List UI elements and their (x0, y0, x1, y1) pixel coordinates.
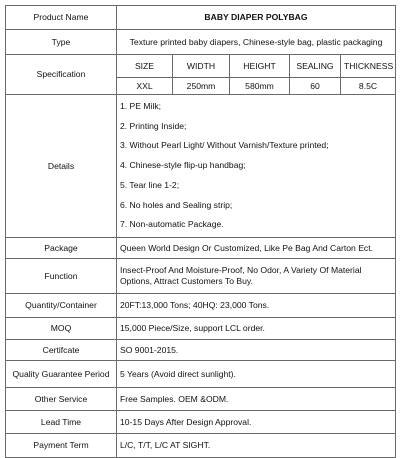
spec-header-thickness: THICKNESS (341, 55, 396, 78)
payment-label: Payment Term (6, 434, 117, 458)
function-label: Function (6, 259, 117, 294)
function-value: Insect-Proof And Moisture-Proof, No Odor, A Variety Of Material Options, Attract Customers To Buy. (117, 259, 396, 294)
certificate-label: Certifcate (6, 340, 117, 361)
other-service-label: Other Service (6, 388, 117, 411)
other-service-value: Free Samples. OEM &ODM. (117, 388, 396, 411)
details-item: 4. Chinese-style flip-up handbag; (120, 160, 246, 171)
details-list (117, 95, 396, 238)
moq-label: MOQ (6, 318, 117, 340)
row-type (6, 30, 396, 55)
type-value: Texture printed baby diapers, Chinese-style bag, plastic packaging (117, 30, 396, 55)
lead-time-label: Lead Time (6, 411, 117, 434)
spec-header-height: HEIGHT (230, 55, 290, 78)
details-item: 5. Tear line 1-2; (120, 179, 180, 190)
product-spec-sheet (5, 5, 395, 451)
row-certificate (6, 340, 396, 361)
row-moq (6, 318, 396, 340)
package-label: Package (6, 238, 117, 259)
spec-value-thickness: 8.5C (341, 78, 396, 95)
spec-header-sealing: SEALING (290, 55, 341, 78)
payment-value: L/C, T/T, L/C AT SIGHT. (117, 434, 396, 458)
details-item: 6. No holes and Sealing strip; (120, 199, 233, 210)
row-quality-guarantee (6, 361, 396, 388)
quality-label: Quality Guarantee Period (6, 361, 117, 388)
row-lead-time (6, 411, 396, 434)
certificate-value: SO 9001-2015. (117, 340, 396, 361)
spec-header-width: WIDTH (173, 55, 230, 78)
spec-value-size: XXL (117, 78, 173, 95)
product-name-value: BABY DIAPER POLYBAG (117, 6, 396, 30)
specification-label: Specification (6, 55, 117, 95)
details-item: 7. Non-automatic Package. (120, 219, 224, 230)
quality-value: 5 Years (Avoid direct sunlight). (117, 361, 396, 388)
type-label: Type (6, 30, 117, 55)
spec-table (5, 5, 396, 458)
spec-value-sealing: 60 (290, 78, 341, 95)
spec-value-height: 580mm (230, 78, 290, 95)
spec-header-size: SIZE (117, 55, 173, 78)
spec-value-width: 250mm (173, 78, 230, 95)
row-specification-header (6, 55, 396, 78)
moq-value: 15,000 Piece/Size, support LCL order. (117, 318, 396, 340)
row-product-name (6, 6, 396, 30)
row-quantity-container (6, 294, 396, 318)
row-other-service (6, 388, 396, 411)
row-payment-term (6, 434, 396, 458)
quantity-label: Quantity/Container (6, 294, 117, 318)
quantity-value: 20FT:13,000 Tons; 40HQ: 23,000 Tons. (117, 294, 396, 318)
details-item: 3. Without Pearl Light/ Without Varnish/Texture printed; (120, 140, 329, 151)
details-label: Details (6, 95, 117, 238)
product-name-label: Product Name (6, 6, 117, 30)
details-item: 1. PE Milk; (120, 100, 162, 111)
lead-time-value: 10-15 Days After Design Approval. (117, 411, 396, 434)
row-function (6, 259, 396, 294)
row-details (6, 95, 396, 238)
row-package (6, 238, 396, 259)
details-item: 2. Printing Inside; (120, 120, 187, 131)
package-value: Queen World Design Or Customized, Like Pe Bag And Carton Ect. (117, 238, 396, 259)
